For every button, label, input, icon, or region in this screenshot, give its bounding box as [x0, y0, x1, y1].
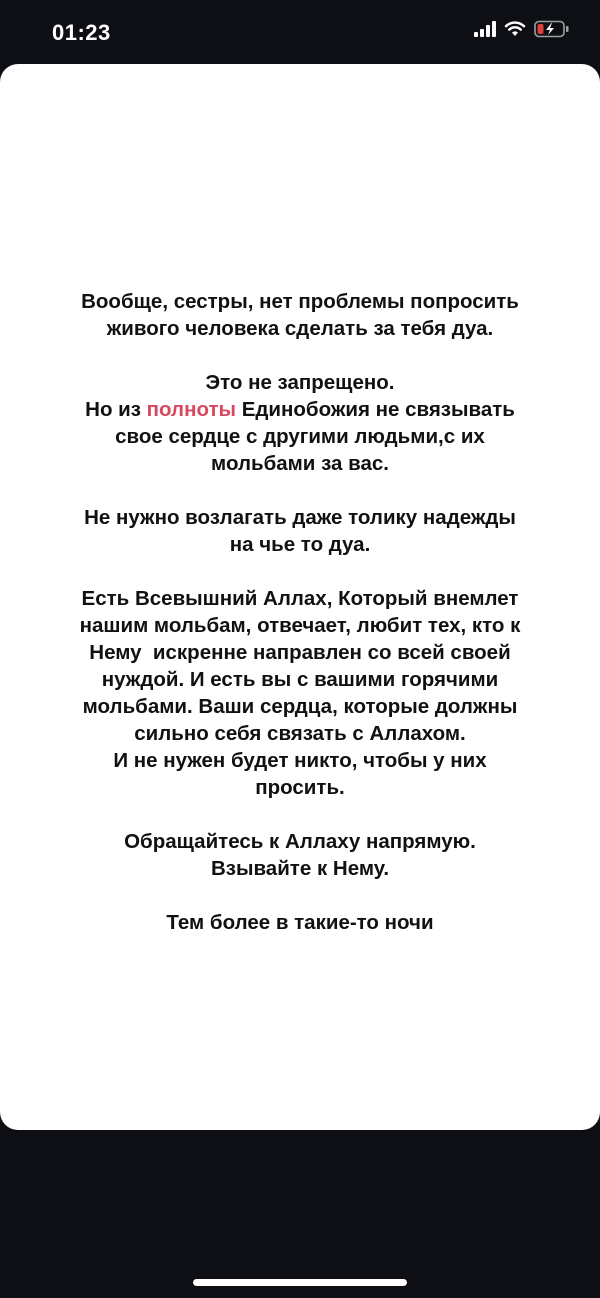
story-line: Вообще, сестры, нет проблемы попросить [81, 290, 519, 313]
story-line: просить. [255, 776, 345, 799]
battery-charging-icon [534, 20, 570, 38]
story-line: Тем более в такие-то ночи [166, 911, 434, 934]
story-line: Обращайтесь к Аллаху напрямую. [124, 830, 476, 853]
story-paragraph [40, 369, 560, 477]
story-paragraph [40, 504, 560, 558]
story-line: нуждой. И есть вы с вашими горячими [101, 668, 499, 691]
story-line: свое сердце с другими людьми,с их [115, 425, 485, 448]
story-line: нашим мольбам, отвечает, любит тех, кто к [79, 614, 521, 637]
story-line: мольбами. Ваши сердца, которые должны [82, 695, 518, 718]
highlighted-word: полноты [146, 398, 237, 421]
story-line: И не нужен будет никто, чтобы у них [113, 749, 487, 772]
story-paragraph [40, 288, 560, 342]
status-icons [474, 20, 570, 38]
story-line: сильно себя связать с Аллахом. [134, 722, 466, 745]
story-line: Нему искренне направлен со всей своей [89, 641, 511, 664]
status-time: 01:23 [52, 20, 111, 45]
signal-icon [474, 21, 496, 37]
story-line: живого человека сделать за тебя дуа. [106, 317, 494, 340]
story-paragraph [40, 585, 560, 801]
story-text-segment: Единобожия не связывать [236, 398, 515, 421]
story-paragraph [40, 828, 560, 882]
status-bar [0, 0, 600, 64]
story-card[interactable] [0, 64, 600, 1130]
story-text [40, 288, 560, 963]
story-line [40, 396, 560, 423]
home-indicator[interactable] [193, 1279, 407, 1286]
story-line: на чье то дуа. [229, 533, 371, 556]
story-line: Не нужно возлагать даже толику надежды [84, 506, 516, 529]
story-paragraph [40, 909, 560, 936]
story-line: Взывайте к Нему. [210, 857, 390, 880]
wifi-icon [504, 21, 526, 37]
story-text-segment: Но из [85, 398, 147, 421]
story-line: Это не запрещено. [205, 371, 395, 394]
story-line: мольбами за вас. [211, 452, 389, 475]
story-line: Есть Всевышний Аллах, Который внемлет [81, 587, 519, 610]
